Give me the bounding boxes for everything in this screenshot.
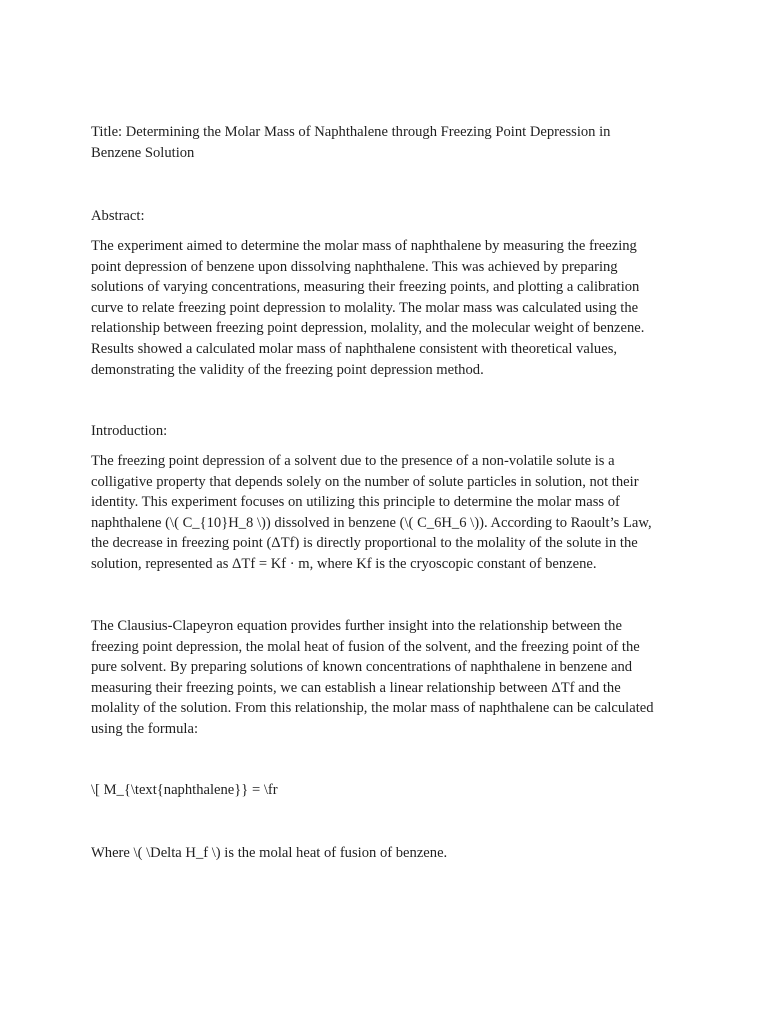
document-title bbox=[91, 122, 703, 163]
intro-line: using the formula: bbox=[91, 720, 199, 737]
intro-line: The freezing point depression of a solvent due to the presence of a non-volatile solute is a bbox=[91, 453, 615, 469]
introduction-paragraph-1 bbox=[91, 451, 703, 575]
introduction-paragraph-2 bbox=[91, 616, 703, 740]
intro-line: solution, represented as ΔTf = Kf · m, where Kf is the cryoscopic constant of benzene. bbox=[91, 555, 597, 572]
abstract-line: relationship between freezing point depression, molality, and the molecular weight of benzene. bbox=[91, 320, 645, 337]
formula-line: \[ M_{\text{naphthalene}} = \fr bbox=[91, 782, 278, 798]
intro-line: identity. This experiment focuses on utilizing this principle to determine the molar mass of bbox=[91, 494, 620, 511]
abstract-line: The experiment aimed to determine the molar mass of naphthalene by measuring the freezing bbox=[91, 238, 637, 254]
abstract-paragraph bbox=[91, 236, 703, 380]
title-line: Benzene Solution bbox=[91, 144, 195, 161]
intro-line: freezing point depression, the molal heat of fusion of the solvent, and the freezing point of the bbox=[91, 638, 640, 655]
intro-line: measuring their freezing points, we can establish a linear relationship between ΔTf and the bbox=[91, 679, 621, 696]
intro-line: molality of the solution. From this relationship, the molar mass of naphthalene can be calculated bbox=[91, 700, 654, 717]
abstract-line: point depression of benzene upon dissolving naphthalene. This was achieved by preparing bbox=[91, 258, 618, 275]
intro-line: the decrease in freezing point (ΔTf) is directly proportional to the molality of the solute in the bbox=[91, 535, 638, 552]
abstract-line: solutions of varying concentrations, measuring their freezing points, and plotting a calibration bbox=[91, 279, 640, 296]
abstract-heading: Abstract: bbox=[91, 208, 145, 224]
intro-line: naphthalene (\( C_{10}H_8 \)) dissolved in benzene (\( C_6H_6 \)). According to Raoult’s Law, bbox=[91, 514, 652, 531]
intro-line: pure solvent. By preparing solutions of known concentrations of naphthalene in benzene and bbox=[91, 659, 633, 676]
where-note: Where \( \Delta H_f \) is the molal heat of fusion of benzene. bbox=[91, 845, 448, 861]
abstract-line: demonstrating the validity of the freezing point depression method. bbox=[91, 361, 484, 378]
abstract-line: Results showed a calculated molar mass of naphthalene consistent with theoretical values, bbox=[91, 340, 618, 357]
intro-line: colligative property that depends solely on the number of solute particles in solution, not their bbox=[91, 473, 639, 490]
introduction-heading: Introduction: bbox=[91, 423, 168, 439]
title-line: Title: Determining the Molar Mass of Naphthalene through Freezing Point Depression in bbox=[91, 124, 611, 140]
intro-line: The Clausius-Clapeyron equation provides further insight into the relationship between the bbox=[91, 618, 622, 634]
abstract-line: curve to relate freezing point depression to molality. The molar mass was calculated using the bbox=[91, 299, 639, 316]
